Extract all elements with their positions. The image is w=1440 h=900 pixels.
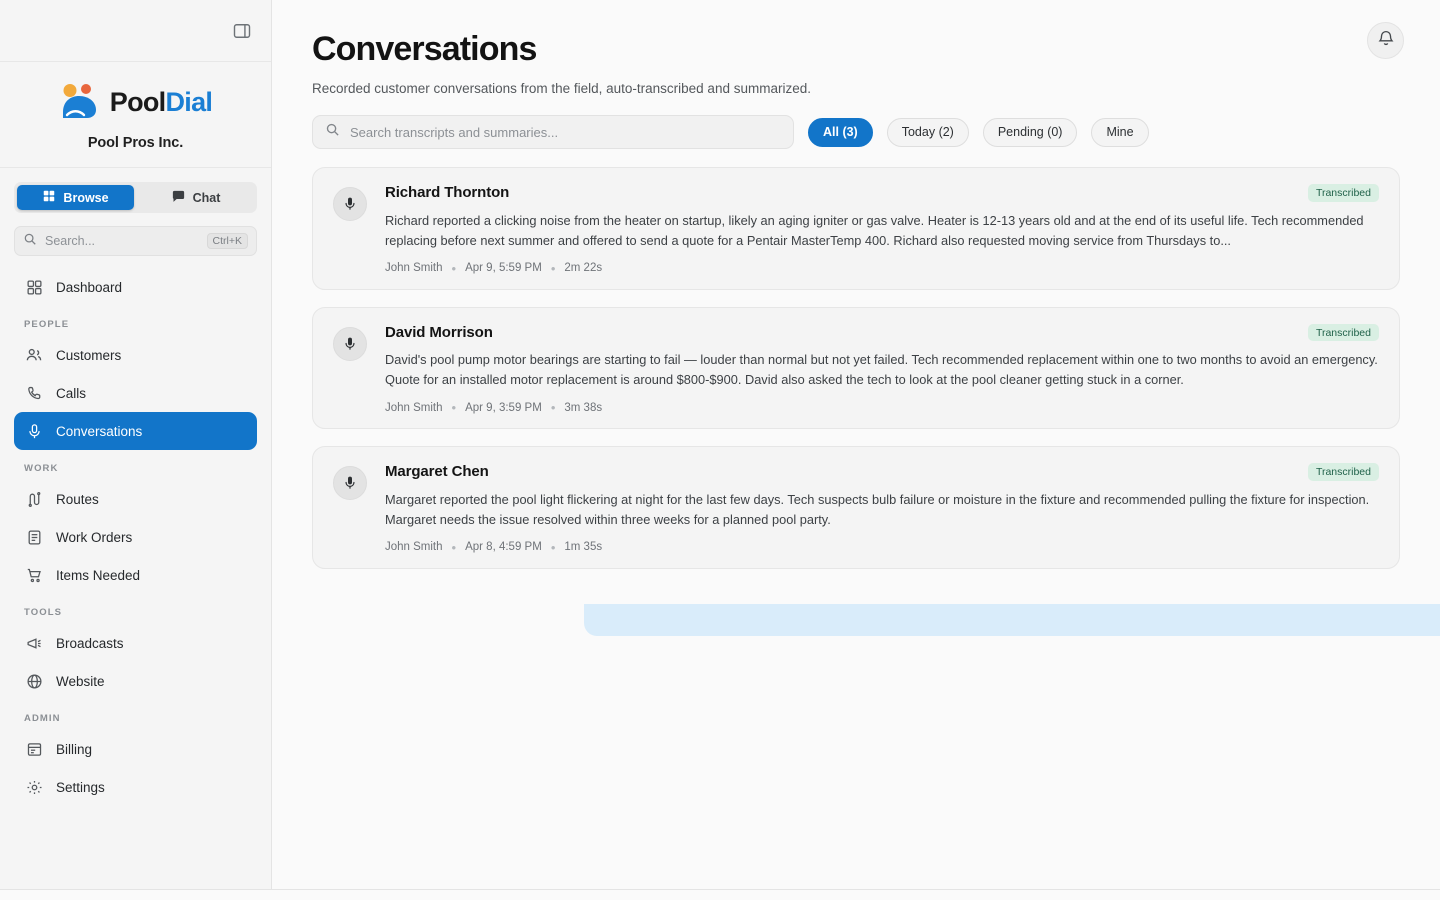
- filter-mine-label: Mine: [1106, 125, 1134, 139]
- company-name: Pool Pros Inc.: [87, 135, 184, 151]
- microphone-icon: [333, 187, 367, 221]
- timestamp: Apr 8, 4:59 PM: [465, 541, 542, 553]
- sidebar-item-routes[interactable]: [14, 480, 257, 518]
- list-item-body: [385, 184, 1379, 275]
- dashboard-grid-icon: [25, 278, 43, 296]
- filter-mine[interactable]: [1091, 118, 1148, 147]
- mode-toggle: [14, 182, 257, 213]
- panel-collapse-icon[interactable]: [229, 18, 255, 44]
- sidebar-item-items-needed-label: Items Needed: [56, 567, 141, 583]
- filter-all-label: All (3): [823, 125, 858, 139]
- grid-icon: [42, 189, 56, 206]
- sidebar-item-calls[interactable]: [14, 374, 257, 412]
- page-subtitle: Recorded customer conversations from the field, auto-transcribed and summarized.: [312, 81, 811, 96]
- search-icon: [325, 122, 340, 142]
- list-item[interactable]: [312, 307, 1400, 430]
- sidebar-item-work-orders-label: Work Orders: [56, 529, 133, 545]
- logo[interactable]: [59, 80, 212, 124]
- logo-wordmark: [110, 87, 212, 118]
- sidebar-item-conversations[interactable]: [14, 412, 257, 450]
- author-name: John Smith: [385, 401, 443, 414]
- mode-browse-button[interactable]: [17, 185, 134, 210]
- page-title: Conversations: [312, 30, 537, 68]
- sidebar-item-billing[interactable]: [14, 730, 257, 768]
- conversation-summary: Richard reported a clicking noise from the heater on startup, likely an aging igniter or gas valve. Heater is 12-13 years old and at the end of its useful life. Tech recommended replacing before next summer and offered to send a quote for a Pentair MasterTemp 400. Richard also requested moving service from Thursdays to...: [385, 212, 1364, 248]
- list-item-header: [385, 184, 1379, 202]
- sidebar-item-dashboard-label: Dashboard: [56, 279, 123, 295]
- sidebar-nav: [0, 266, 271, 806]
- sidebar-item-customers-label: Customers: [56, 347, 122, 363]
- sidebar-item-work-orders[interactable]: [14, 518, 257, 556]
- mode-chat-label: Chat: [192, 190, 221, 205]
- notifications-button[interactable]: [1367, 22, 1404, 59]
- separator-dot: •: [451, 539, 457, 555]
- duration: 1m 35s: [564, 541, 603, 553]
- sidebar-search-input[interactable]: [14, 226, 257, 256]
- status-badge: Transcribed: [1308, 184, 1379, 202]
- chat-bubble-icon: [171, 189, 186, 207]
- sidebar-item-customers[interactable]: [14, 336, 257, 374]
- separator-dot: •: [451, 400, 457, 415]
- author-name: John Smith: [385, 262, 443, 274]
- customer-name: Richard Thornton: [385, 184, 510, 201]
- filter-all[interactable]: [808, 118, 873, 147]
- microphone-icon: [25, 422, 43, 440]
- separator-dot: •: [550, 260, 556, 276]
- sidebar-item-items-needed[interactable]: [14, 556, 257, 594]
- gear-icon: [25, 778, 43, 796]
- conversation-summary: David's pool pump motor bearings are starting to fail — louder than normal but not yet failed. Tech recommended replacement within one to two months to avoid an emergency. Quote for an installed motor replacement is around $800-$900. David also asked the tech to look at the pool cleaner getting stuck in a corner.: [385, 352, 1378, 387]
- separator-dot: •: [451, 260, 457, 276]
- toolbar: [312, 115, 1400, 149]
- people-icon: [25, 346, 43, 364]
- sidebar-item-billing-label: Billing: [56, 741, 93, 757]
- sidebar-item-dashboard[interactable]: [14, 268, 257, 306]
- list-item-meta: [385, 401, 1379, 414]
- customer-name: Margaret Chen: [385, 463, 489, 480]
- list-item[interactable]: [312, 446, 1400, 569]
- customer-name: David Morrison: [385, 323, 493, 341]
- sidebar-section-work: WORK: [24, 463, 59, 474]
- sidebar-item-website-label: Website: [56, 673, 105, 689]
- microphone-icon: [333, 466, 367, 500]
- logo-word-dial: Dial: [165, 86, 213, 117]
- sidebar: [0, 0, 272, 890]
- filter-today-label: Today (2): [901, 125, 954, 139]
- filter-pending-label: Pending (0): [997, 125, 1063, 139]
- clipboard-icon: [25, 528, 43, 546]
- filter-pending[interactable]: [983, 118, 1078, 147]
- mode-browse-label: Browse: [63, 190, 109, 205]
- separator-dot: •: [550, 400, 556, 415]
- route-icon: [25, 490, 43, 508]
- globe-icon: [25, 672, 43, 690]
- search-placeholder: Search transcripts and summaries...: [350, 124, 559, 140]
- timestamp: Apr 9, 5:59 PM: [465, 262, 542, 274]
- sidebar-item-website[interactable]: [14, 662, 257, 700]
- sidebar-topbar: [0, 0, 271, 62]
- mode-chat-button[interactable]: [137, 185, 254, 210]
- pooldial-logo-icon: [59, 82, 103, 122]
- list-item-meta: [385, 262, 1379, 275]
- main-content: [272, 0, 1440, 890]
- list-item-header: [385, 324, 1379, 342]
- timestamp: Apr 9, 3:59 PM: [465, 401, 542, 414]
- sidebar-section-admin: ADMIN: [24, 713, 61, 724]
- list-item-body: [385, 324, 1379, 415]
- list-item[interactable]: [312, 167, 1400, 290]
- invoice-icon: [25, 740, 43, 758]
- status-badge: Transcribed: [1308, 324, 1379, 342]
- sidebar-section-people: PEOPLE: [24, 319, 70, 330]
- conversation-summary: Margaret reported the pool light flickering at night for the last few days. Tech suspects bulb failure or moisture in the fixture and recommended pulling the fixture for inspection. Margaret needs the issue resolved within three weeks for a planned pool party.: [385, 491, 1370, 527]
- list-item-header: [385, 463, 1379, 481]
- duration: 3m 38s: [564, 401, 603, 414]
- status-badge: Transcribed: [1308, 463, 1379, 481]
- list-item-meta: [385, 541, 1379, 554]
- sidebar-item-broadcasts-label: Broadcasts: [56, 635, 124, 651]
- separator-dot: •: [550, 539, 556, 555]
- conversation-list: [312, 167, 1400, 569]
- sidebar-item-routes-label: Routes: [56, 491, 99, 507]
- sidebar-search-placeholder: Search...: [45, 234, 96, 248]
- filter-today[interactable]: [887, 118, 969, 147]
- phone-icon: [25, 384, 43, 402]
- sidebar-item-settings[interactable]: [14, 768, 257, 806]
- list-item-body: [385, 463, 1379, 554]
- author-name: John Smith: [385, 541, 443, 553]
- search-input[interactable]: [312, 115, 794, 149]
- microphone-icon: [333, 327, 367, 361]
- sidebar-item-conversations-label: Conversations: [56, 423, 143, 439]
- search-icon: [23, 232, 37, 251]
- page-body: [272, 0, 1440, 569]
- bell-icon: [1377, 29, 1395, 52]
- megaphone-icon: [25, 634, 43, 652]
- sidebar-item-settings-label: Settings: [56, 779, 105, 795]
- sidebar-item-broadcasts[interactable]: [14, 624, 257, 662]
- sidebar-section-tools: TOOLS: [24, 607, 63, 618]
- sidebar-search-shortcut: Ctrl+K: [207, 233, 248, 250]
- logo-word-pool: Pool: [109, 86, 166, 117]
- shopping-cart-icon: [25, 566, 43, 584]
- brand-block: [0, 62, 271, 168]
- selection-highlight-strip: [584, 604, 1440, 636]
- duration: 2m 22s: [564, 262, 603, 274]
- sidebar-item-calls-label: Calls: [56, 385, 87, 401]
